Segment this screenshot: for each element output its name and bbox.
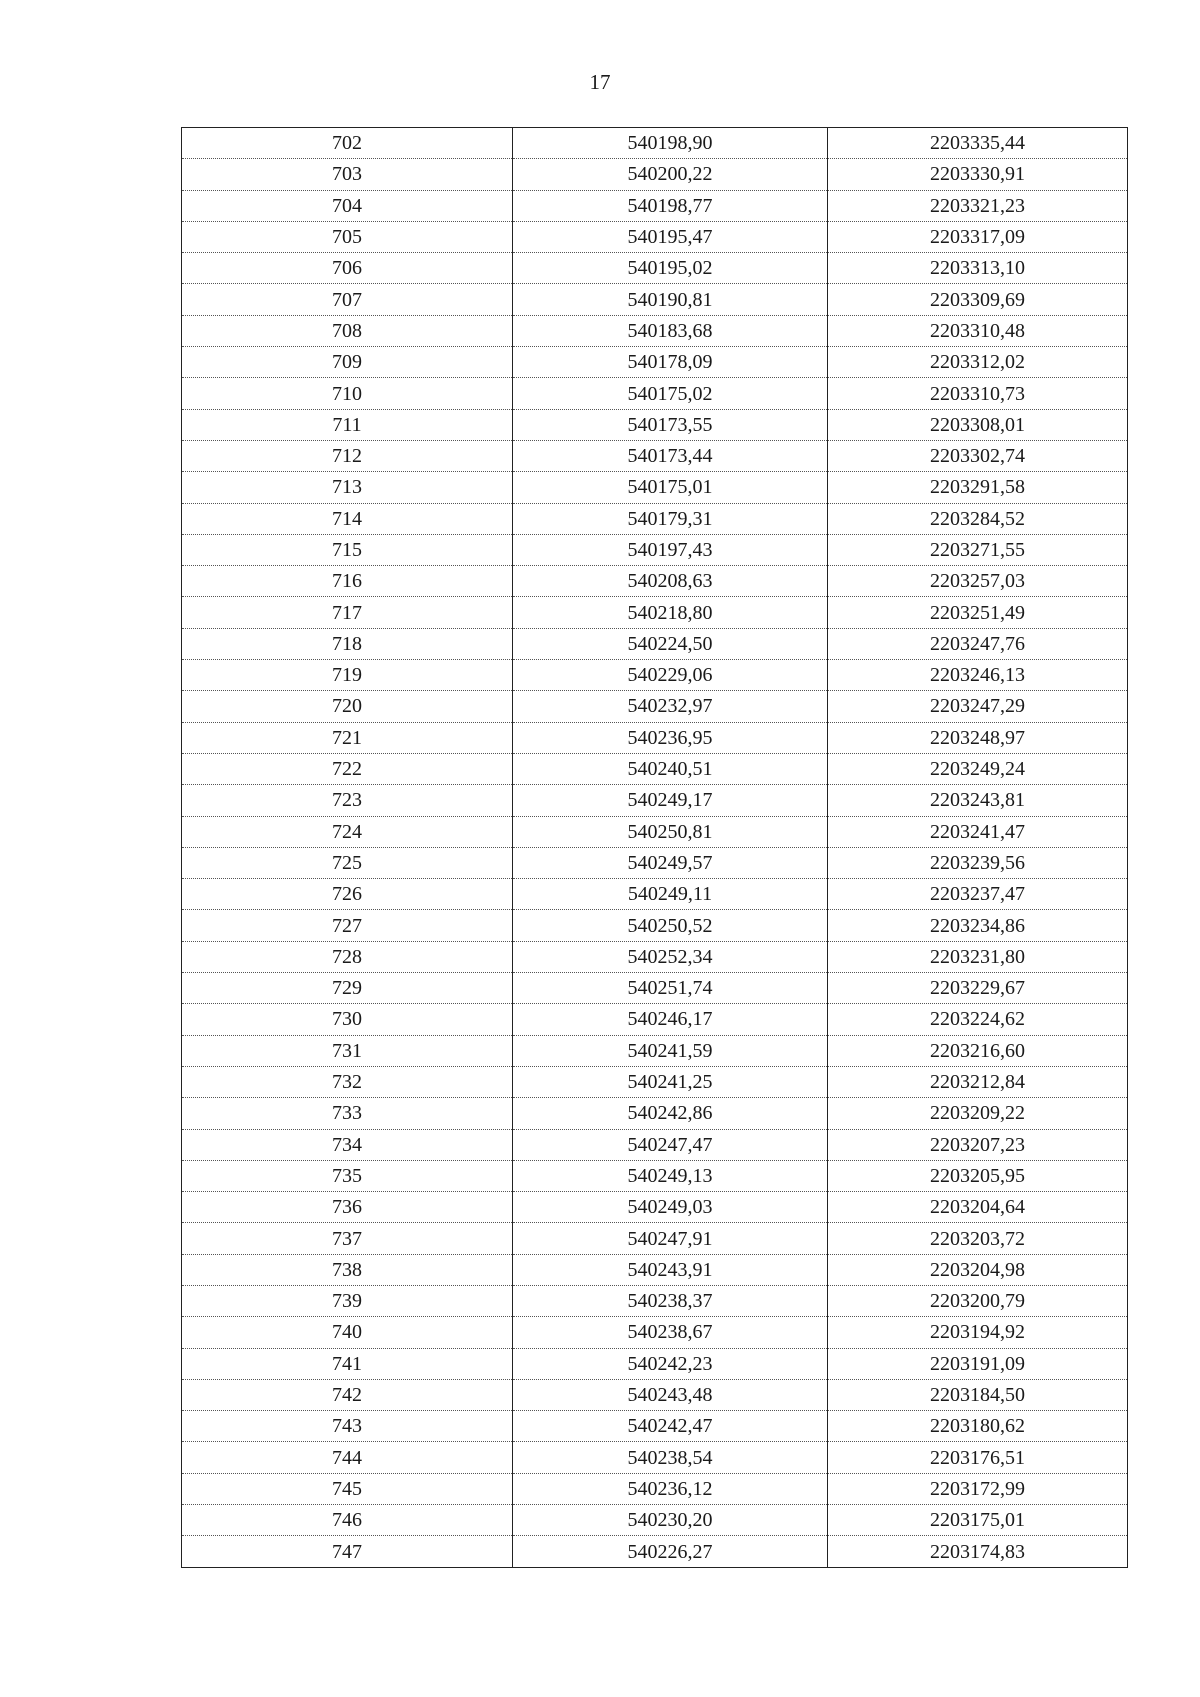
point-number-cell: 740 — [182, 1317, 513, 1348]
y-coordinate-cell: 2203224,62 — [828, 1004, 1128, 1035]
y-coordinate-cell: 2203257,03 — [828, 566, 1128, 597]
y-coordinate-cell: 2203251,49 — [828, 597, 1128, 628]
y-coordinate-cell: 2203184,50 — [828, 1379, 1128, 1410]
x-coordinate-cell: 540236,95 — [513, 722, 828, 753]
x-coordinate-cell: 540252,34 — [513, 941, 828, 972]
x-coordinate-cell: 540243,91 — [513, 1254, 828, 1285]
table-row — [182, 973, 1128, 1004]
table-row — [182, 1379, 1128, 1410]
y-coordinate-cell: 2203302,74 — [828, 440, 1128, 471]
table-row — [182, 1348, 1128, 1379]
table-row — [182, 503, 1128, 534]
coordinates-table — [181, 127, 1128, 1568]
x-coordinate-cell: 540175,02 — [513, 378, 828, 409]
point-number-cell: 733 — [182, 1098, 513, 1129]
y-coordinate-cell: 2203309,69 — [828, 284, 1128, 315]
y-coordinate-cell: 2203284,52 — [828, 503, 1128, 534]
x-coordinate-cell: 540208,63 — [513, 566, 828, 597]
table-row — [182, 566, 1128, 597]
table-row — [182, 1536, 1128, 1567]
point-number-cell: 718 — [182, 628, 513, 659]
table-row — [182, 1254, 1128, 1285]
x-coordinate-cell: 540249,13 — [513, 1160, 828, 1191]
x-coordinate-cell: 540195,47 — [513, 221, 828, 252]
y-coordinate-cell: 2203321,23 — [828, 190, 1128, 221]
x-coordinate-cell: 540238,67 — [513, 1317, 828, 1348]
x-coordinate-cell: 540241,25 — [513, 1066, 828, 1097]
table-row — [182, 1411, 1128, 1442]
x-coordinate-cell: 540243,48 — [513, 1379, 828, 1410]
y-coordinate-cell: 2203216,60 — [828, 1035, 1128, 1066]
point-number-cell: 707 — [182, 284, 513, 315]
y-coordinate-cell: 2203174,83 — [828, 1536, 1128, 1567]
point-number-cell: 729 — [182, 973, 513, 1004]
point-number-cell: 745 — [182, 1473, 513, 1504]
point-number-cell: 725 — [182, 847, 513, 878]
y-coordinate-cell: 2203308,01 — [828, 409, 1128, 440]
table-row — [182, 253, 1128, 284]
point-number-cell: 705 — [182, 221, 513, 252]
y-coordinate-cell: 2203330,91 — [828, 159, 1128, 190]
y-coordinate-cell: 2203243,81 — [828, 785, 1128, 816]
table-row — [182, 753, 1128, 784]
point-number-cell: 721 — [182, 722, 513, 753]
point-number-cell: 735 — [182, 1160, 513, 1191]
point-number-cell: 716 — [182, 566, 513, 597]
table-row — [182, 941, 1128, 972]
point-number-cell: 734 — [182, 1129, 513, 1160]
y-coordinate-cell: 2203204,64 — [828, 1192, 1128, 1223]
x-coordinate-cell: 540251,74 — [513, 973, 828, 1004]
y-coordinate-cell: 2203291,58 — [828, 472, 1128, 503]
y-coordinate-cell: 2203231,80 — [828, 941, 1128, 972]
point-number-cell: 703 — [182, 159, 513, 190]
point-number-cell: 710 — [182, 378, 513, 409]
table-row — [182, 1129, 1128, 1160]
x-coordinate-cell: 540190,81 — [513, 284, 828, 315]
y-coordinate-cell: 2203247,29 — [828, 691, 1128, 722]
x-coordinate-cell: 540242,23 — [513, 1348, 828, 1379]
x-coordinate-cell: 540183,68 — [513, 315, 828, 346]
point-number-cell: 702 — [182, 128, 513, 159]
x-coordinate-cell: 540238,37 — [513, 1285, 828, 1316]
x-coordinate-cell: 540229,06 — [513, 660, 828, 691]
coordinates-table-body — [182, 128, 1128, 1568]
x-coordinate-cell: 540178,09 — [513, 347, 828, 378]
point-number-cell: 743 — [182, 1411, 513, 1442]
table-row — [182, 347, 1128, 378]
point-number-cell: 744 — [182, 1442, 513, 1473]
y-coordinate-cell: 2203212,84 — [828, 1066, 1128, 1097]
table-row — [182, 816, 1128, 847]
point-number-cell: 747 — [182, 1536, 513, 1567]
point-number-cell: 713 — [182, 472, 513, 503]
point-number-cell: 731 — [182, 1035, 513, 1066]
x-coordinate-cell: 540240,51 — [513, 753, 828, 784]
table-row — [182, 1192, 1128, 1223]
x-coordinate-cell: 540249,57 — [513, 847, 828, 878]
table-row — [182, 1004, 1128, 1035]
point-number-cell: 723 — [182, 785, 513, 816]
table-row — [182, 722, 1128, 753]
x-coordinate-cell: 540236,12 — [513, 1473, 828, 1504]
table-row — [182, 1317, 1128, 1348]
table-row — [182, 1066, 1128, 1097]
point-number-cell: 739 — [182, 1285, 513, 1316]
table-row — [182, 1098, 1128, 1129]
y-coordinate-cell: 2203310,48 — [828, 315, 1128, 346]
point-number-cell: 714 — [182, 503, 513, 534]
y-coordinate-cell: 2203194,92 — [828, 1317, 1128, 1348]
point-number-cell: 730 — [182, 1004, 513, 1035]
y-coordinate-cell: 2203237,47 — [828, 879, 1128, 910]
x-coordinate-cell: 540175,01 — [513, 472, 828, 503]
x-coordinate-cell: 540224,50 — [513, 628, 828, 659]
table-row — [182, 1160, 1128, 1191]
point-number-cell: 741 — [182, 1348, 513, 1379]
table-row — [182, 159, 1128, 190]
x-coordinate-cell: 540226,27 — [513, 1536, 828, 1567]
x-coordinate-cell: 540249,03 — [513, 1192, 828, 1223]
table-row — [182, 472, 1128, 503]
table-row — [182, 597, 1128, 628]
table-row — [182, 660, 1128, 691]
y-coordinate-cell: 2203247,76 — [828, 628, 1128, 659]
x-coordinate-cell: 540218,80 — [513, 597, 828, 628]
x-coordinate-cell: 540198,90 — [513, 128, 828, 159]
y-coordinate-cell: 2203317,09 — [828, 221, 1128, 252]
y-coordinate-cell: 2203312,02 — [828, 347, 1128, 378]
point-number-cell: 728 — [182, 941, 513, 972]
point-number-cell: 726 — [182, 879, 513, 910]
point-number-cell: 720 — [182, 691, 513, 722]
point-number-cell: 717 — [182, 597, 513, 628]
x-coordinate-cell: 540173,44 — [513, 440, 828, 471]
y-coordinate-cell: 2203249,24 — [828, 753, 1128, 784]
y-coordinate-cell: 2203246,13 — [828, 660, 1128, 691]
y-coordinate-cell: 2203209,22 — [828, 1098, 1128, 1129]
y-coordinate-cell: 2203229,67 — [828, 973, 1128, 1004]
x-coordinate-cell: 540242,47 — [513, 1411, 828, 1442]
table-row — [182, 879, 1128, 910]
x-coordinate-cell: 540238,54 — [513, 1442, 828, 1473]
point-number-cell: 704 — [182, 190, 513, 221]
table-row — [182, 1223, 1128, 1254]
y-coordinate-cell: 2203313,10 — [828, 253, 1128, 284]
table-row — [182, 1442, 1128, 1473]
x-coordinate-cell: 540198,77 — [513, 190, 828, 221]
point-number-cell: 715 — [182, 534, 513, 565]
x-coordinate-cell: 540197,43 — [513, 534, 828, 565]
y-coordinate-cell: 2203248,97 — [828, 722, 1128, 753]
point-number-cell: 722 — [182, 753, 513, 784]
y-coordinate-cell: 2203180,62 — [828, 1411, 1128, 1442]
table-row — [182, 221, 1128, 252]
point-number-cell: 736 — [182, 1192, 513, 1223]
point-number-cell: 737 — [182, 1223, 513, 1254]
table-row — [182, 785, 1128, 816]
table-row — [182, 284, 1128, 315]
x-coordinate-cell: 540247,91 — [513, 1223, 828, 1254]
y-coordinate-cell: 2203239,56 — [828, 847, 1128, 878]
point-number-cell: 711 — [182, 409, 513, 440]
table-row — [182, 691, 1128, 722]
point-number-cell: 732 — [182, 1066, 513, 1097]
y-coordinate-cell: 2203200,79 — [828, 1285, 1128, 1316]
y-coordinate-cell: 2203207,23 — [828, 1129, 1128, 1160]
table-row — [182, 409, 1128, 440]
table-row — [182, 1285, 1128, 1316]
y-coordinate-cell: 2203204,98 — [828, 1254, 1128, 1285]
table-row — [182, 315, 1128, 346]
y-coordinate-cell: 2203175,01 — [828, 1505, 1128, 1536]
x-coordinate-cell: 540241,59 — [513, 1035, 828, 1066]
y-coordinate-cell: 2203335,44 — [828, 128, 1128, 159]
table-row — [182, 190, 1128, 221]
x-coordinate-cell: 540249,11 — [513, 879, 828, 910]
x-coordinate-cell: 540230,20 — [513, 1505, 828, 1536]
point-number-cell: 719 — [182, 660, 513, 691]
x-coordinate-cell: 540179,31 — [513, 503, 828, 534]
point-number-cell: 742 — [182, 1379, 513, 1410]
y-coordinate-cell: 2203234,86 — [828, 910, 1128, 941]
x-coordinate-cell: 540250,52 — [513, 910, 828, 941]
y-coordinate-cell: 2203241,47 — [828, 816, 1128, 847]
table-row — [182, 847, 1128, 878]
y-coordinate-cell: 2203172,99 — [828, 1473, 1128, 1504]
table-row — [182, 1473, 1128, 1504]
x-coordinate-cell: 540232,97 — [513, 691, 828, 722]
table-row — [182, 1505, 1128, 1536]
table-row — [182, 128, 1128, 159]
point-number-cell: 746 — [182, 1505, 513, 1536]
table-row — [182, 378, 1128, 409]
table-row — [182, 1035, 1128, 1066]
x-coordinate-cell: 540246,17 — [513, 1004, 828, 1035]
y-coordinate-cell: 2203191,09 — [828, 1348, 1128, 1379]
table-row — [182, 910, 1128, 941]
x-coordinate-cell: 540195,02 — [513, 253, 828, 284]
y-coordinate-cell: 2203205,95 — [828, 1160, 1128, 1191]
x-coordinate-cell: 540242,86 — [513, 1098, 828, 1129]
table-row — [182, 534, 1128, 565]
y-coordinate-cell: 2203203,72 — [828, 1223, 1128, 1254]
point-number-cell: 738 — [182, 1254, 513, 1285]
point-number-cell: 712 — [182, 440, 513, 471]
point-number-cell: 706 — [182, 253, 513, 284]
page-number: 17 — [589, 70, 611, 94]
table-row — [182, 440, 1128, 471]
x-coordinate-cell: 540249,17 — [513, 785, 828, 816]
x-coordinate-cell: 540250,81 — [513, 816, 828, 847]
point-number-cell: 727 — [182, 910, 513, 941]
y-coordinate-cell: 2203176,51 — [828, 1442, 1128, 1473]
y-coordinate-cell: 2203310,73 — [828, 378, 1128, 409]
x-coordinate-cell: 540173,55 — [513, 409, 828, 440]
point-number-cell: 724 — [182, 816, 513, 847]
point-number-cell: 709 — [182, 347, 513, 378]
y-coordinate-cell: 2203271,55 — [828, 534, 1128, 565]
point-number-cell: 708 — [182, 315, 513, 346]
table-row — [182, 628, 1128, 659]
x-coordinate-cell: 540247,47 — [513, 1129, 828, 1160]
x-coordinate-cell: 540200,22 — [513, 159, 828, 190]
